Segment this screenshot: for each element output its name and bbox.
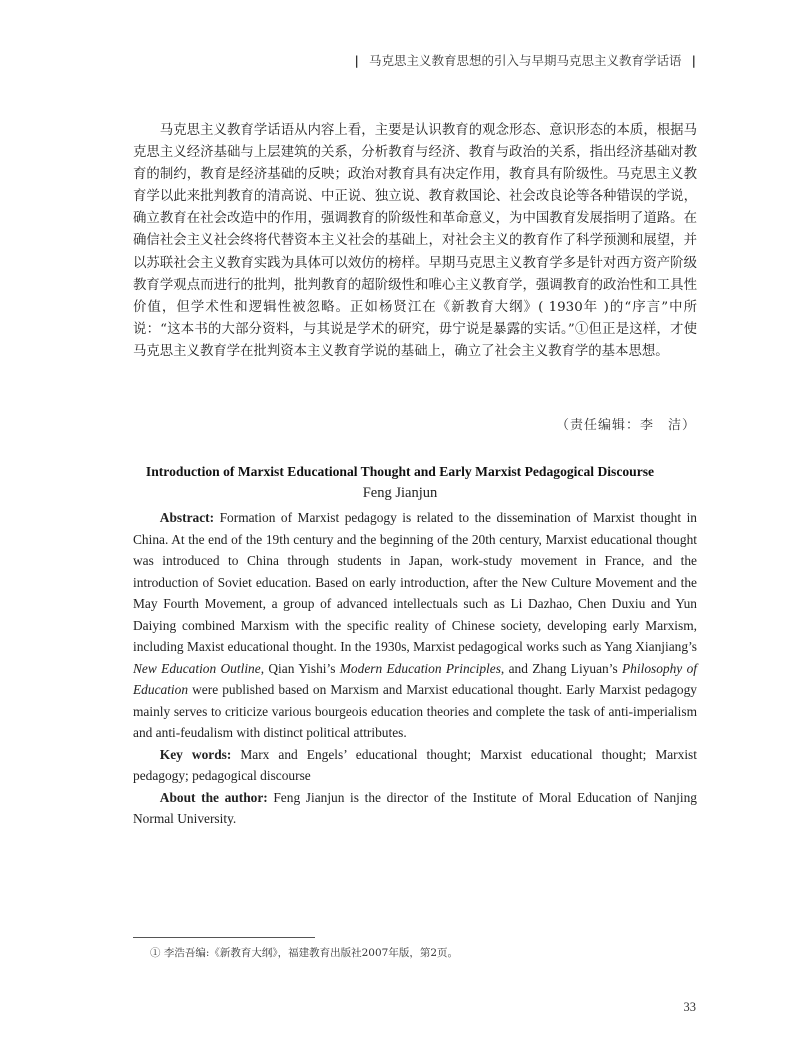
abstract-text-2: , Qian Yishi’s	[260, 660, 340, 676]
footnote-divider	[133, 937, 315, 938]
abstract-paragraph	[133, 507, 697, 744]
chinese-paragraph: 马克思主义教育学话语从内容上看，主要是认识教育的观念形态、意识形态的本质，根据马克思主义经济基础与上层建筑的关系，分析教育与经济、教育与政治的关系，指出经济基础对教育的制约，教育是经济基础的反映；政治对教育具有决定作用，教育具有阶级性。马克思主义教育学以此来批判教育的清高说、中正说、独立说、教育救国论、社会改良论等各种错误的学说，确立教育在社会改造中的作用，强调教育的阶级性和革命意义，为中国教育发展指明了道路。在确信社会主义社会终将代替资本主义社会的基础上，对社会主义的教育作了科学预测和展望，并以苏联社会主义教育实践为具体可以效仿的榜样。早期马克思主义教育学多是针对西方资产阶级教育学观点而进行的批判，批判教育的超阶级性和唯心主义教育学，强调教育的政治性和工具性价值，但学术性和逻辑性被忽略。正如杨贤江在《新教育大纲》( 1930年 )的“序言”中所说：“这本书的大部分资料，与其说是学术的研究，毋宁说是暴露的实话。”①但正是这样，才使马克思主义教育学在批判资本主义教育学说的基础上，确立了社会主义教育学的基本思想。	[133, 123, 697, 359]
about-author-text: Feng Jianjun is the director of the Institute of Moral Education of Nanjing Normal University.	[133, 789, 697, 826]
keywords-text: Marx and Engels’ educational thought; Marxist educational thought; Marxist pedagogy; pedagogical discourse	[133, 746, 697, 783]
responsible-editor: （责任编辑：李 洁）	[555, 418, 696, 433]
abstract-text-1: Formation of Marxist pedagogy is related to the dissemination of Marxist thought in China. At the end of the 19th century and the beginning of the 20th century, Marxist educational thought was introduced to China through students in Japan, work-study movement in France, and the introduction of Soviet education. Based on early introduction, after the New Culture Movement and the May Fourth Movement, a group of advanced intellectuals such as Li Dazhao, Chen Duxiu and Yun Daiying combined Marxism with the specific reality of Chinese society, developing early Marxism, including Maxist educational thought. In the 1930s, Marxist pedagogical works such as Yang Xianjiang’s	[133, 510, 697, 654]
abstract-text-3: , and Zhang Liyuan’s	[500, 660, 622, 676]
abstract-text-4: were published based on Marxism and Marxist educational thought. Early Marxist pedagogy mainly serves to criticize various bourgeois education theories and complete the task of anti-imperialism and anti-feudalism with distinct political attributes.	[133, 682, 697, 740]
chinese-body	[133, 120, 697, 363]
book-title-3: Philosophy of Education	[133, 660, 697, 697]
header-bar-right: |	[691, 53, 696, 68]
running-header-title: 马克思主义教育思想的引入与早期马克思主义教育学话语	[368, 53, 682, 68]
about-author-paragraph	[133, 787, 697, 830]
english-title: Introduction of Marxist Educational Thought and Early Marxist Pedagogical Discourse	[145, 464, 655, 479]
english-author: Feng Jianjun	[362, 485, 438, 501]
keywords-paragraph	[133, 744, 697, 787]
book-title-1: New Education Outline	[133, 660, 261, 676]
header-bar-left: |	[354, 53, 359, 68]
book-title-2: Modern Education Principles	[339, 660, 501, 676]
abstract-label: Abstract:	[159, 510, 215, 525]
page-number: 33	[683, 1000, 696, 1014]
keywords-label: Key words:	[159, 746, 232, 762]
english-abstract-section	[133, 507, 697, 830]
about-author-label: About the author:	[159, 789, 268, 805]
running-header	[354, 51, 696, 69]
footnote: ① 李浩吾编:《新教育大纲》，福建教育出版社2007年版，第2页。	[150, 947, 459, 959]
